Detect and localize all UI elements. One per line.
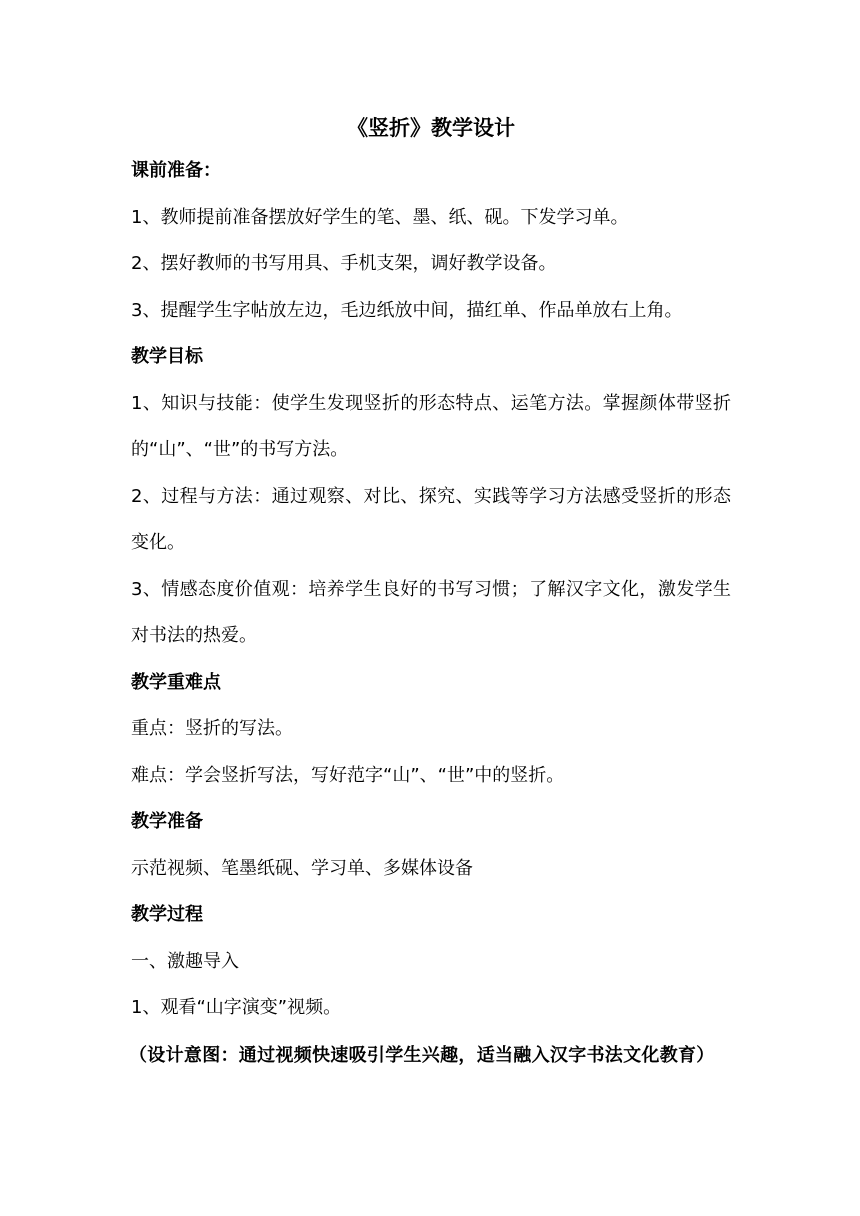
section-heading-goals: 教学目标 xyxy=(131,346,203,367)
keypoint-item-1: 重点：竖折的写法。 xyxy=(131,718,293,739)
materials-text: 示范视频、笔墨纸砚、学习单、多媒体设备 xyxy=(131,857,473,879)
keypoint-item-2: 难点：学会竖折写法，写好范字“山”、“世”中的竖折。 xyxy=(131,764,565,786)
design-intent-note: （设计意图：通过视频快速吸引学生兴趣，适当融入汉字书法文化教育） xyxy=(129,1044,715,1066)
section-heading-process: 教学过程 xyxy=(131,904,203,925)
process-step-1: 一、激趣导入 xyxy=(131,950,239,972)
prep-item-3: 3、提醒学生字帖放左边，毛边纸放中间，描红单、作品单放右上角。 xyxy=(131,299,683,321)
prep-item-2: 2、摆好教师的书写用具、手机支架，调好教学设备。 xyxy=(131,253,557,274)
document-title: 《竖折》教学设计 xyxy=(347,116,515,140)
process-item-1: 1、观看“山字演变”视频。 xyxy=(131,997,342,1018)
section-heading-keypoints: 教学重难点 xyxy=(131,671,221,693)
goal-item-1: 1、知识与技能：使学生发现竖折的形态特点、运笔方法。掌握颜体带竖折的“山”、“世”的书写方法。 xyxy=(131,392,731,460)
section-heading-materials: 教学准备 xyxy=(131,811,203,832)
prep-item-1: 1、教师提前准备摆放好学生的笔、墨、纸、砚。下发学习单。 xyxy=(131,206,629,228)
goal-item-2: 2、过程与方法：通过观察、对比、探究、实践等学习方法感受竖折的形态变化。 xyxy=(131,485,731,553)
section-heading-prep: 课前准备： xyxy=(131,160,221,181)
document-body xyxy=(131,108,731,1080)
goal-item-3: 3、情感态度价值观：培养学生良好的书写习惯；了解汉字文化，激发学生对书法的热爱。 xyxy=(131,578,731,646)
